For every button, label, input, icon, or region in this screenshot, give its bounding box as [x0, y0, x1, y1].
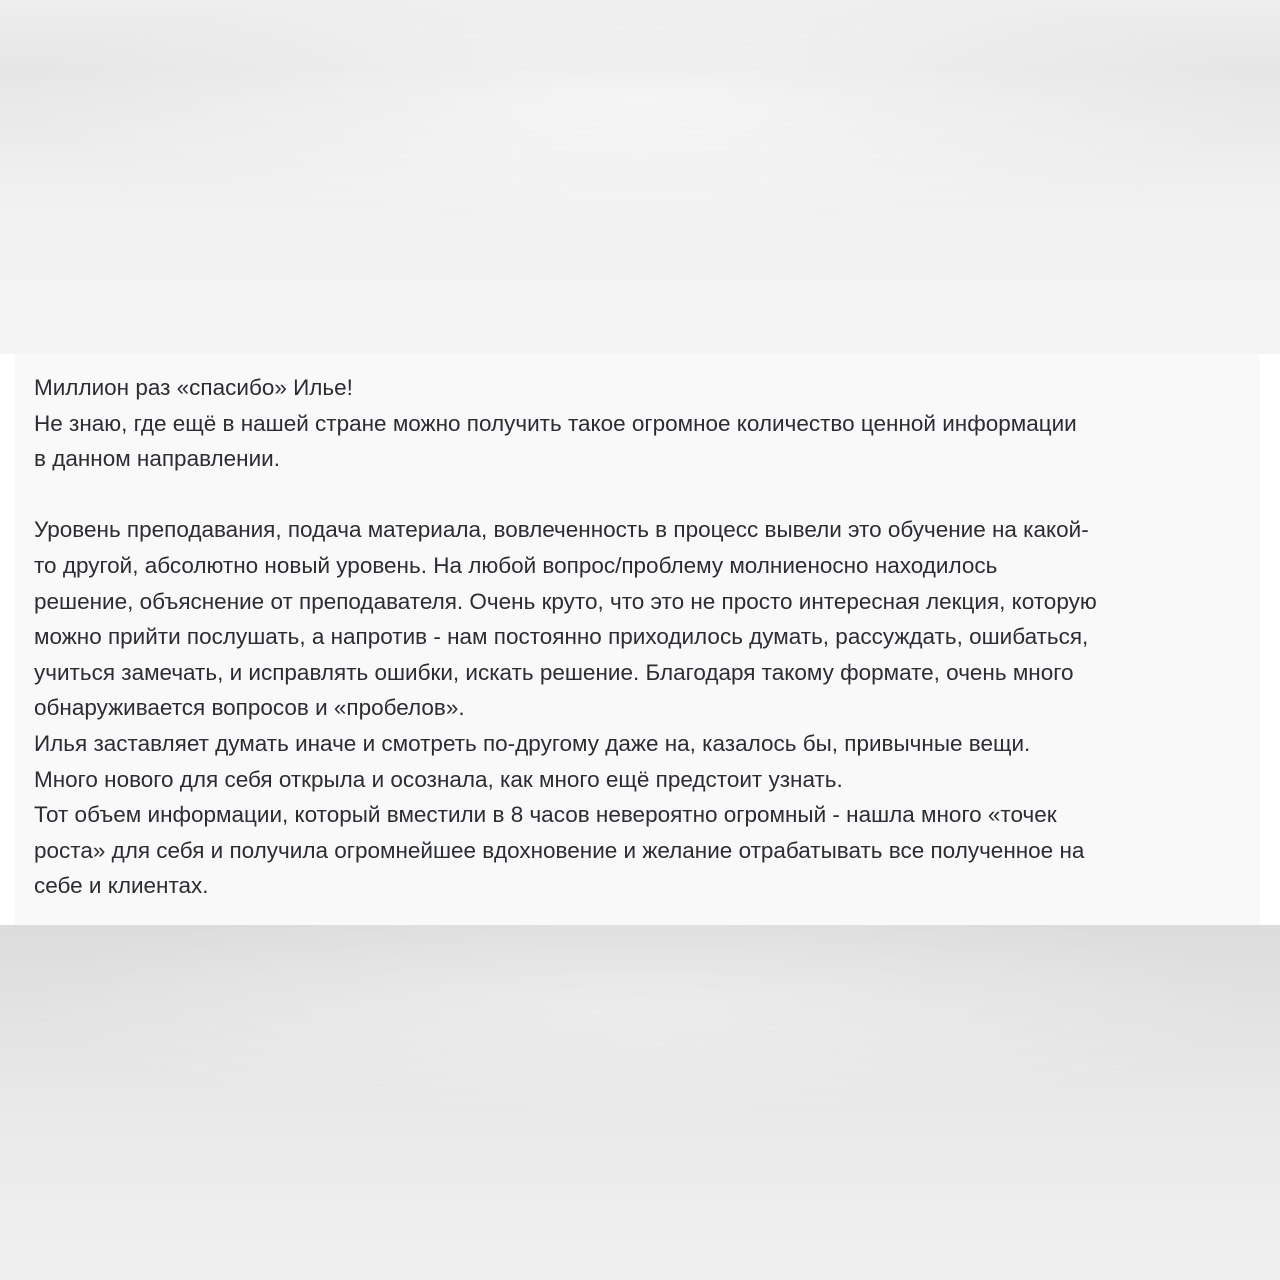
- review-line: в данном направлении.: [34, 446, 280, 472]
- review-line: Илья заставляет думать иначе и смотреть по-другому даже на, казалось бы, привычные вещи.: [34, 730, 1031, 756]
- review-line: можно прийти послушать, а напротив - нам постоянно приходилось думать, рассуждать, ошибаться,: [34, 624, 1089, 650]
- review-line: роста» для себя и получила огромнейшее вдохновение и желание отрабатывать все полученное на: [34, 837, 1085, 863]
- blurred-background-top: [0, 0, 1280, 354]
- review-line: Много нового для себя открыла и осознала, как много ещё предстоит узнать.: [34, 766, 843, 792]
- review-line: себе и клиентах.: [34, 873, 209, 899]
- blurred-background-bottom: [0, 925, 1280, 1280]
- review-line: Тот объем информации, который вместили в 8 часов невероятно огромный - нашла много «точек: [34, 802, 1057, 828]
- review-line: Не знаю, где ещё в нашей стране можно получить такое огромное количество ценной информации: [34, 410, 1077, 436]
- review-line: учиться замечать, и исправлять ошибки, искать решение. Благодаря такому формате, очень много: [34, 659, 1074, 685]
- review-greeting: Миллион раз «спасибо» Илье!: [34, 375, 353, 400]
- review-text: [34, 370, 1249, 904]
- review-line: то другой, абсолютно новый уровень. На любой вопрос/проблему молниеносно находилось: [34, 552, 998, 578]
- paragraph-gap: [34, 477, 1249, 513]
- review-line: решение, объяснение от преподавателя. Очень круто, что это не просто интересная лекция, которую: [34, 588, 1097, 614]
- review-line: обнаруживается вопросов и «пробелов».: [34, 695, 465, 721]
- review-line: Уровень преподавания, подача материала, вовлеченность в процесс вывели это обучение на какой-: [34, 517, 1089, 543]
